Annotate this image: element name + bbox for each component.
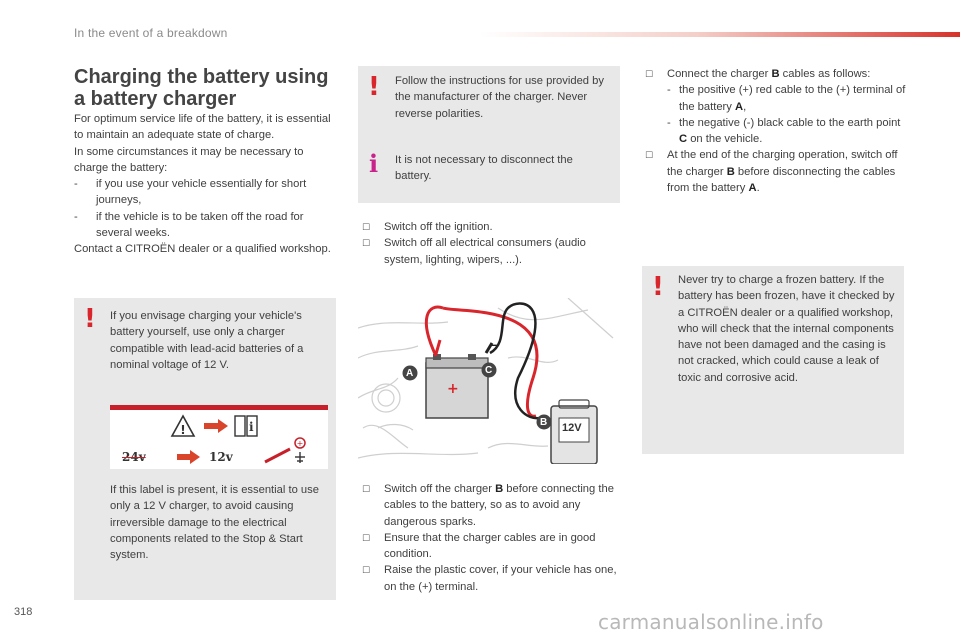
- red-cable: [426, 307, 443, 356]
- intro-paragraph-3: Contact a CITROËN dealer or a qualified workshop.: [74, 243, 331, 256]
- intro-paragraph-2: In some circumstances it may be necessary to charge the battery:: [74, 145, 304, 174]
- engine-bay-illustration: [358, 298, 618, 464]
- list-item: ☐ Raise the plastic cover, if your vehicle has one, on the (+) terminal.: [362, 564, 617, 593]
- svg-text:+: +: [447, 381, 459, 397]
- sub-list-item: - the positive (+) red cable to the (+) terminal of the battery A,: [667, 84, 906, 113]
- label-a: A: [406, 368, 414, 379]
- list-item: ☐ Switch off the charger B before connecting the cables to the battery, so as to avoid any dangerous sparks.: [362, 483, 614, 528]
- warning-box-charger: [74, 298, 336, 600]
- page-title: [74, 66, 354, 110]
- sub-list-item: - the negative (-) black cable to the earth point C on the vehicle.: [667, 116, 901, 146]
- warning-box-frozen-battery: [642, 266, 904, 454]
- svg-text:!: !: [180, 423, 186, 437]
- list-item: ☐ Switch off all electrical consumers (audio system, lighting, wipers, ...).: [362, 237, 586, 266]
- warning-icon: !: [368, 72, 380, 102]
- svg-text:+: +: [296, 439, 304, 448]
- warning-text: If you envisage charging your vehicle's battery yourself, use only a charger compatible with lead-acid batteries of a nominal voltage of 12 V.: [110, 310, 304, 371]
- header-rule: [480, 32, 960, 37]
- warning-icon: !: [84, 304, 96, 334]
- list-item: ☐ At the end of the charging operation, switch off the charger B before disconnecting the cables from the battery A.: [645, 149, 898, 195]
- arrow-icon: [204, 419, 228, 433]
- intro-list-item: - if you use your vehicle essentially for short journeys,: [74, 178, 307, 207]
- info-text: It is not necessary to disconnect the battery.: [395, 154, 573, 183]
- title-line-1: Charging the battery using: [74, 66, 329, 88]
- warning-text: Never try to charge a frozen battery. If the battery has been frozen, have it checked by a CITROËN dealer or a qualified workshop, who will check that the internal components have not been damaged and the casing is not cracked, which could cause a leak of toxic and corrosive acid.: [678, 274, 895, 384]
- label-12v-text: 12v: [209, 450, 233, 464]
- steps-connect-charger: [645, 66, 907, 196]
- watermark: carmanualsonline.info: [598, 610, 824, 634]
- arrow-icon: [177, 450, 200, 464]
- info-box-disconnect: [358, 147, 620, 203]
- info-icon: i: [369, 149, 379, 178]
- warning-text: Follow the instructions for use provided by the manufacturer of the charger. Never reverse polarities.: [395, 75, 604, 120]
- intro-list-item: - if the vehicle is to be taken off the road for several weeks.: [74, 210, 304, 240]
- steps-charging-prep: [362, 481, 624, 595]
- page-number: 318: [14, 606, 33, 618]
- intro-text: [74, 111, 336, 258]
- charger-clamp-icon: [265, 449, 290, 462]
- list-item: ☐ Switch off the ignition.: [362, 221, 493, 233]
- warning-box-instructions: [358, 66, 620, 150]
- section-header: In the event of a breakdown: [74, 26, 228, 40]
- label-b: B: [540, 417, 548, 428]
- label-c: C: [485, 365, 493, 376]
- intro-paragraph-1: For optimum service life of the battery, it is essential to maintain an adequate state of charge.: [74, 113, 331, 142]
- warning-icon: !: [652, 272, 664, 302]
- charger-voltage-label: 12V: [562, 422, 582, 434]
- battery-charging-illustration: [358, 298, 618, 464]
- svg-text:i: i: [249, 420, 254, 434]
- list-item: ☐ Ensure that the charger cables are in good condition.: [362, 531, 596, 561]
- title-line-2: a battery charger: [74, 88, 237, 110]
- steps-before-charging: [362, 219, 620, 268]
- voltage-label-image: [110, 405, 328, 469]
- list-item: ☐ Connect the charger B cables as follows:: [645, 68, 871, 80]
- label-note-text: If this label is present, it is essential to use only a 12 V charger, to avoid causing irreversible damage to the electrical components related to the Stop & Start system.: [110, 484, 319, 562]
- label-24v-text: 24v: [122, 450, 146, 464]
- manual-icon: [235, 416, 245, 436]
- minus-sign: –: [490, 336, 498, 352]
